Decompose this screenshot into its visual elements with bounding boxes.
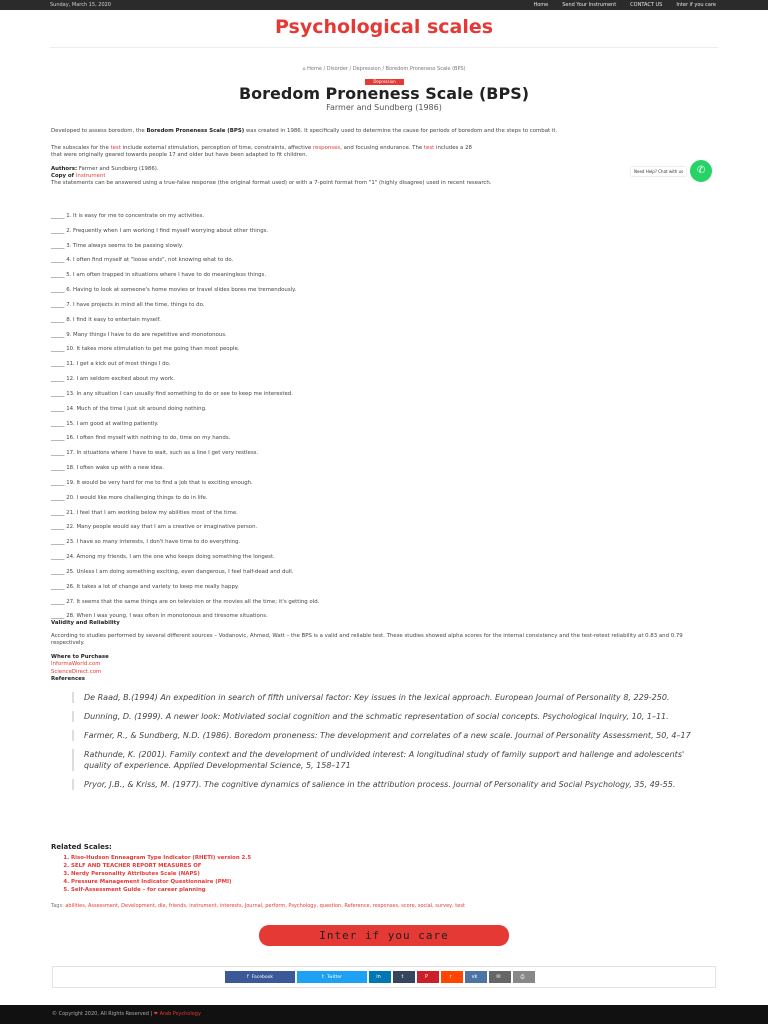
- inter-if-you-care-button[interactable]: Inter if you care: [259, 925, 509, 946]
- date-text: Sunday, March 15, 2020: [50, 2, 111, 8]
- scale-item: _____ 18. I often wake up with a new idea.: [51, 465, 164, 472]
- breadcrumb-text[interactable]: Home / Disorder / Depression / Boredom Proneness Scale (BPS): [307, 66, 466, 72]
- copy-line: Copy of Instrument: [51, 172, 106, 179]
- scale-item: _____ 14. Much of the time I just sit around doing nothing.: [51, 405, 207, 412]
- share-icon: t: [321, 974, 324, 980]
- share-label: Facebook: [251, 974, 273, 980]
- top-nav: [533, 2, 716, 8]
- validity-heading: Validity and Reliability: [51, 620, 120, 626]
- related-scales: [51, 843, 717, 894]
- nav-inter-if-you-care[interactable]: Inter if you care: [676, 2, 716, 8]
- scale-item: _____ 19. It would be very hard for me to find a job that is exciting enough.: [51, 479, 253, 486]
- items-list: [51, 212, 671, 627]
- scale-item: _____ 26. It takes a lot of change and variety to keep me really happy.: [51, 583, 239, 590]
- scale-item: _____ 5. I am often trapped in situations where I have to do meaningless things.: [51, 272, 267, 279]
- related-scale-link[interactable]: 5. Self-Assessment Guide – for career planning: [71, 886, 717, 894]
- reference-item: Dunning, D. (1999). A newer look: Motiviated social cognition and the schmatic representation of social concepts. Psychological Inquiry, 10, 1–11.: [72, 711, 712, 722]
- home-icon[interactable]: ⌂: [302, 66, 308, 72]
- related-heading: Related Scales:: [51, 843, 112, 851]
- intro-paragraph-2: The subscales for the test include external stimulation, perception of time, constraints, affective responses, and focusing endurance. The test includes a 28 that were originally geared towards people 17 and older but have been adapted to fit children.: [51, 145, 472, 159]
- informaworld-link[interactable]: InformaWorld.com: [51, 661, 101, 667]
- intro-paragraph-1: Developed to assess boredom, the Boredom Proneness Scale (BPS) was created in 1986. It specifically used to determine the cause for periods of boredom and the steps to combat it.: [51, 128, 558, 134]
- scale-item: _____ 27. It seems that the same things are on television or the movies all the time; it's getting old.: [51, 598, 320, 605]
- site-title[interactable]: Psychological scales: [274, 16, 494, 38]
- scale-item: _____ 22. Many people would say that I am a creative or imaginative person.: [51, 524, 258, 531]
- share-icon: vk: [471, 974, 478, 980]
- instrument-link[interactable]: Instrument: [75, 172, 106, 179]
- copyright: © Copyright 2020, All Rights Reserved | ❤ Arab Psychology: [52, 1011, 201, 1017]
- share-row: [225, 971, 535, 983]
- references-heading: References: [51, 676, 86, 682]
- related-scale-link[interactable]: 1. Riso-Hudson Enneagram Type Indicator (RHETI) version 2.5: [71, 854, 717, 862]
- category-badge[interactable]: Depression: [365, 79, 404, 85]
- nav-send-instrument[interactable]: Send Your Instrument: [562, 2, 617, 8]
- validity-section: [51, 620, 717, 684]
- scale-item: _____ 24. Among my friends, I am the one who keeps doing something the longest.: [51, 554, 275, 561]
- scale-item: _____ 2. Frequently when I am working I find myself worrying about other things.: [51, 227, 269, 234]
- share-button[interactable]: [225, 971, 295, 983]
- share-icon: P: [424, 974, 428, 980]
- authors-line: Authors: Farmer and Sundberg (1986).: [51, 165, 159, 172]
- footer: [0, 1005, 768, 1024]
- where-heading: Where to Purchase: [51, 653, 109, 660]
- reference-item: Pryor, J.B., & Kriss, M. (1977). The cognitive dynamics of salience in the attribution process. Journal of Personality and Social Psychology, 35, 49-55.: [72, 779, 712, 790]
- share-icon: ⎙: [520, 974, 525, 980]
- reference-item: De Raad, B.(1994) An expedition in search of fifth universal factor: Key issues in the lexical approach. European Journal of Personality 8, 229-250.: [72, 692, 712, 703]
- sciencedirect-link[interactable]: ScienceDirect.com: [51, 668, 102, 675]
- related-scale-link[interactable]: 3. Nerdy Personality Attributes Scale (NAPS): [71, 870, 717, 878]
- scale-item: _____ 28. When I was young, I was often in monotonous and tiresome situations.: [51, 613, 268, 620]
- share-icon: ✉: [496, 974, 501, 980]
- scale-item: _____ 8. I find it easy to entertain myself.: [51, 316, 161, 323]
- scale-item: _____ 1. It is easy for me to concentrate on my activities.: [51, 213, 205, 219]
- test-link-2[interactable]: test: [423, 145, 435, 152]
- header-divider: [50, 47, 718, 48]
- scale-item: _____ 17. In situations where I have to wait, such as a line I get very restless.: [51, 450, 259, 457]
- share-button[interactable]: [297, 971, 367, 983]
- scale-item: _____ 3. Time always seems to be passing slowly.: [51, 242, 184, 249]
- scale-item: _____ 9. Many things I have to do are repetitive and monotonous.: [51, 331, 227, 338]
- share-icon: f: [247, 974, 249, 980]
- related-scale-link[interactable]: 2. SELF AND TEACHER REPORT MEASURES OF: [71, 862, 717, 870]
- share-icon: r: [449, 974, 452, 980]
- post-title: Boredom Proneness Scale (BPS): [238, 84, 530, 103]
- scale-item: _____ 4. I often find myself at "loose ends", not knowing what to do.: [51, 257, 234, 264]
- scale-item: _____ 13. In any situation I can usually find something to do or see to keep me interested.: [51, 390, 293, 397]
- share-icon: t: [401, 974, 404, 980]
- footer-brand-link[interactable]: ❤ Arab Psychology: [153, 1011, 201, 1017]
- share-button[interactable]: [369, 971, 391, 983]
- test-link[interactable]: test: [110, 145, 121, 152]
- share-button[interactable]: [393, 971, 415, 983]
- scale-item: _____ 25. Unless I am doing something exciting, even dangerous, I feel half-dead and dull.: [51, 568, 294, 575]
- chat-widget[interactable]: [631, 160, 712, 182]
- share-button[interactable]: [417, 971, 439, 983]
- related-scale-link[interactable]: 4. Pressure Management Indicator Questionnaire (PMI): [71, 878, 717, 886]
- statement-text: The statements can be answered using a true-false response (the original format used) or with a 7-point format from "1" (highly disagree) used in recent research.: [51, 180, 492, 187]
- top-bar: [0, 0, 768, 10]
- share-button[interactable]: [465, 971, 487, 983]
- share-button[interactable]: [489, 971, 511, 983]
- tags-links[interactable]: abilities, Assessment, Development, die, friends, instrument, interests, Journal, perform, Psychology, question, Reference, responses, score, social, survey, test: [65, 903, 465, 909]
- scale-item: _____ 7. I have projects in mind all the time, things to do.: [51, 301, 205, 308]
- scale-item: _____ 15. I am good at waiting patiently.: [51, 420, 159, 427]
- tags-label: Tags:: [51, 903, 64, 909]
- scale-item: _____ 6. Having to look at someone's home movies or travel slides bores me tremendously.: [51, 287, 297, 294]
- chat-label[interactable]: Need Help? Chat with us: [631, 167, 686, 176]
- scale-item: _____ 10. It takes more stimulation to get me going than most people.: [51, 346, 240, 353]
- scale-item: _____ 20. I would like more challenging things to do in life.: [51, 494, 208, 501]
- share-button[interactable]: [441, 971, 463, 983]
- nav-home[interactable]: Home: [533, 2, 549, 8]
- related-list: [51, 854, 717, 894]
- scale-item: _____ 21. I feel that I am working below my abilities most of the time.: [51, 509, 238, 516]
- responses-link[interactable]: responses: [312, 145, 341, 152]
- scale-item: _____ 16. I often find myself with nothing to do, time on my hands.: [51, 435, 231, 442]
- share-icon: in: [376, 974, 381, 980]
- breadcrumb: [0, 66, 768, 72]
- scale-item: _____ 23. I have so many interests, I don't have time to do everything.: [51, 539, 241, 546]
- share-label: Twitter: [326, 974, 343, 980]
- share-button[interactable]: [513, 971, 535, 983]
- nav-contact[interactable]: CONTACT US: [630, 2, 663, 8]
- tags-line: [51, 903, 717, 909]
- validity-text: According to studies performed by several different sources – Vodanovic, Ahmed, Watt – the BPS is a valid and reliable test. These studies showed alpha scores for the internal consistency and the test-retest reliability at 0.83 and 0.79 respectively.: [51, 632, 683, 646]
- reference-item: Rathunde, K. (2001). Family context and the development of undivided interest: A longitudinal study of family support and hallenge and adolescents' quality of experience. Applied Developmental Science, 5, 158–171: [72, 749, 712, 771]
- reference-item: Farmer, R., & Sundberg, N.D. (1986). Boredom proneness: The development and correlates of a new scale. Journal of Personality Assessment, 50, 4–17: [72, 730, 712, 741]
- references-list: [72, 692, 712, 798]
- scale-item: _____ 11. I get a kick out of most things I do.: [51, 361, 171, 368]
- whatsapp-icon[interactable]: ✆: [690, 160, 712, 182]
- post-subtitle: Farmer and Sundberg (1986): [326, 103, 442, 112]
- scale-item: _____ 12. I am seldom excited about my work.: [51, 376, 175, 383]
- intro-content: [51, 128, 717, 187]
